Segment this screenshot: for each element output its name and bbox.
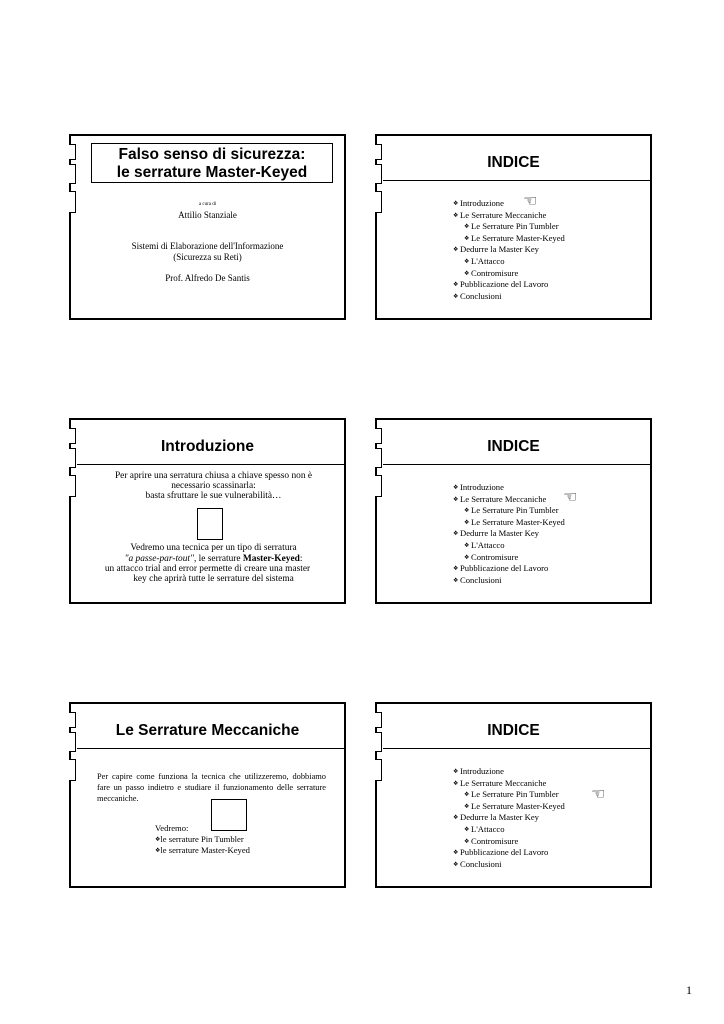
bullet-icon: ❖ [464,224,470,231]
list-item: ❖ Contromisure [464,835,519,846]
mec-paragraph: Per capire come funziona la tecnica che utilizzeremo, dobbiamo fare un passo indietro e studiare il funzionamento delle serrature meccaniche. [97,772,326,803]
bullet-icon: ❖ [464,270,470,277]
list-item: ❖ Le Serrature Master-Keyed [464,800,565,811]
image-placeholder [211,799,247,831]
slide-margin-mark [375,475,382,497]
bullet-icon: ❖ [453,780,459,787]
intro-title: Introduzione [161,438,254,455]
slide-title-line1: Falso senso di sicurezza: [118,146,306,163]
slide-margin-mark [69,759,76,781]
list-item: ❖ Le Serrature Master-Keyed [464,516,565,527]
pointing-hand-icon: ☜ [563,487,578,506]
slide-margin-mark [69,144,76,160]
image-placeholder [197,508,223,540]
intro-line: Vedremo una tecnica per un tipo di serratura [130,543,297,553]
list-item: ❖ Introduzione [453,766,504,776]
list-item: ❖ Le Serrature Meccaniche [453,493,547,504]
list-item: ❖ Conclusioni [453,290,502,301]
list-item: ❖ Le Serrature Meccaniche [453,777,547,788]
intro-line: key che aprirà tutte le serrature del sistema [133,574,294,584]
list-item: ❖ Contromisure [464,267,519,278]
bullet-icon: ❖ [464,235,470,242]
bullet-icon: ❖ [453,212,459,219]
bullet-icon: ❖ [464,508,470,515]
bullet-icon: ❖ [155,848,161,854]
bullet-icon: ❖ [453,247,459,254]
page-number: 1 [686,983,692,997]
bullet-icon: ❖ [453,850,459,857]
bullet-icon: ❖ [464,792,470,799]
course-line1: Sistemi di Elaborazione dell'Informazione [131,241,284,251]
list-item: ❖ Pubblicazione del Lavoro [453,847,549,858]
list-item: ❖ Le Serrature Meccaniche [453,209,547,220]
list-item: ❖ L'Attacco [464,539,505,550]
index-list [453,198,565,302]
course-line2: (Sicurezza su Reti) [173,252,242,262]
professor: Prof. Alfredo De Santis [165,273,250,283]
slide-index-2 [375,418,652,604]
list-item: ❖ Le Serrature Pin Tumbler [464,789,559,800]
bullet-icon: ❖ [155,837,161,843]
bullet-icon: ❖ [453,496,459,503]
slide-index-3 [375,702,652,888]
slide-introduzione [69,418,346,604]
list-item: ❖ Pubblicazione del Lavoro [453,279,549,290]
slide-index-1 [375,134,652,320]
bullet-icon: ❖ [453,577,459,584]
by-label: a cura di [198,202,217,207]
slide-margin-mark [375,191,382,213]
slide-title-line2: le serrature Master-Keyed [116,164,308,181]
intro-line: Per aprire una serratura chiusa a chiave spesso non è [114,471,313,481]
list-item: ❖ Pubblicazione del Lavoro [453,563,549,574]
list-item: ❖le serrature Master-Keyed [155,845,250,855]
bullet-icon: ❖ [464,519,470,526]
list-item: ❖ L'Attacco [464,255,505,266]
list-item: ❖ L'Attacco [464,823,505,834]
bullet-icon: ❖ [453,293,459,300]
bullet-icon: ❖ [453,861,459,868]
title-rule [77,464,344,465]
pointing-hand-icon: ☜ [523,191,538,210]
slide-title [69,134,346,320]
title-box [91,143,333,183]
slide-margin-mark [69,475,76,497]
list-item: ❖ Introduzione [453,198,504,208]
list-item: ❖ Introduzione [453,482,504,492]
intro-line: un attacco trial and error permette di creare una master [104,564,311,574]
index-list [453,482,565,586]
mec-title: Le Serrature Meccaniche [115,722,300,739]
list-item: ❖ Le Serrature Pin Tumbler [464,505,559,516]
bullet-icon: ❖ [464,826,470,833]
bullet-icon: ❖ [464,838,470,845]
intro-line: "a passe-par-tout", le serrature Master-Keyed: [124,554,303,564]
slide-serrature-meccaniche [69,702,346,888]
bullet-icon: ❖ [453,815,459,822]
slide-margin-mark [69,164,76,184]
pointing-hand-icon: ☜ [591,784,606,803]
author: Attilio Stanziale [178,210,237,220]
list-item: ❖ Dedurre la Master Key [453,812,539,823]
slide-margin-mark [375,759,382,781]
index-title: INDICE [487,154,540,171]
bullet-icon: ❖ [453,769,459,775]
list-item: ❖ Conclusioni [453,574,502,585]
bullet-icon: ❖ [453,485,459,491]
intro-line: basta sfruttare le sue vulnerabilità… [145,491,282,501]
title-rule [77,748,344,749]
bullet-icon: ❖ [464,542,470,549]
list-item: ❖ Le Serrature Pin Tumbler [464,221,559,232]
title-rule [383,180,650,181]
list-item: ❖le serrature Pin Tumbler [155,834,244,844]
bullet-icon: ❖ [453,531,459,538]
title-rule [383,748,650,749]
index-title: INDICE [487,722,540,739]
list-item: ❖ Le Serrature Master-Keyed [464,232,565,243]
list-item: ❖ Conclusioni [453,858,502,869]
title-rule [383,464,650,465]
list-item: ❖ Dedurre la Master Key [453,244,539,255]
bullet-icon: ❖ [464,803,470,810]
list-item: ❖ Contromisure [464,551,519,562]
vedremo-label: Vedremo: [155,823,189,833]
index-title: INDICE [487,438,540,455]
bullet-icon: ❖ [464,554,470,561]
bullet-icon: ❖ [453,201,459,207]
intro-line: necessario scassinarla: [171,481,256,491]
bullet-icon: ❖ [453,282,459,289]
index-list [453,766,565,870]
bullet-icon: ❖ [464,258,470,265]
bullet-icon: ❖ [453,566,459,573]
list-item: ❖ Dedurre la Master Key [453,528,539,539]
